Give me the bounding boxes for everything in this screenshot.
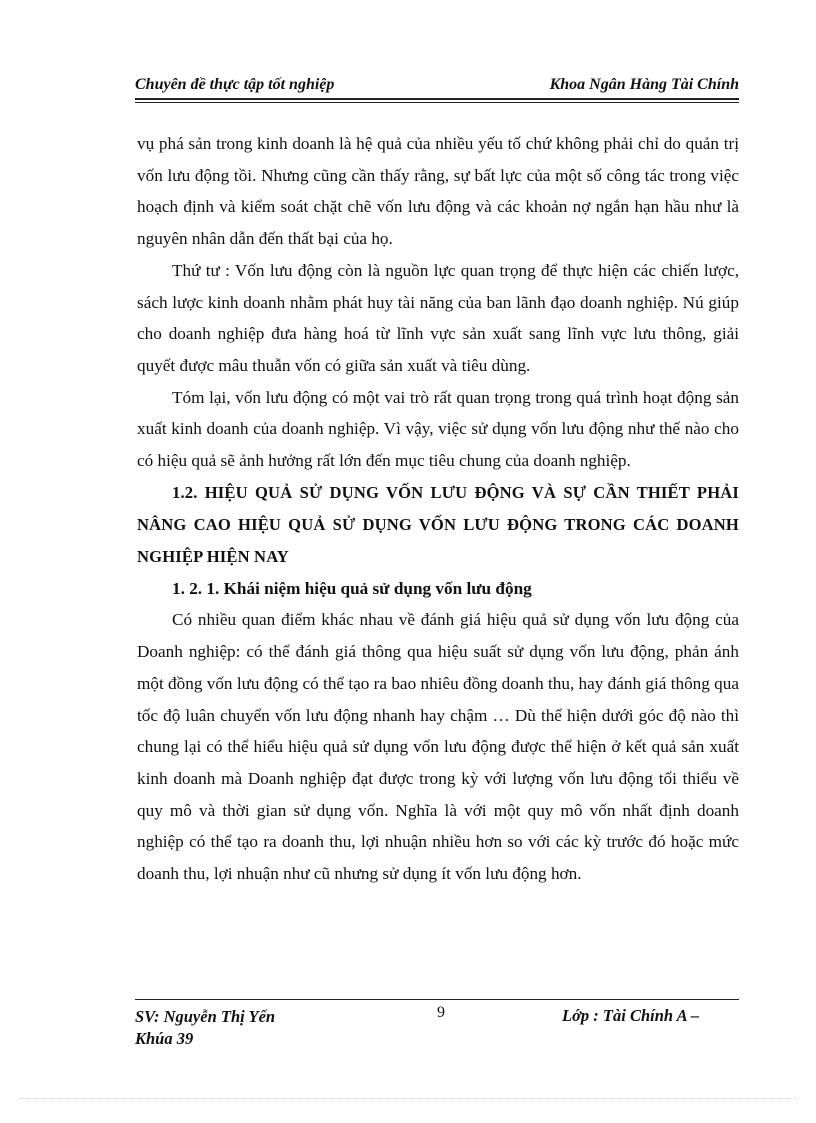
footer-rule <box>135 999 739 1000</box>
header-rule-thick <box>135 98 739 100</box>
page-header <box>135 76 739 94</box>
header-title-left: Chuyên đề thực tập tốt nghiệp <box>135 76 335 93</box>
footer-student <box>135 1006 335 1050</box>
paragraph-fourth-point: Thứ tư : Vốn lưu động còn là nguồn lực quan trọng để thực hiện các chiến lược, sách lược kinh doanh nhằm phát huy tài năng của ban lãnh đạo doanh nghiệp. Nú giúp cho doanh nghiệp đưa hàng hoá từ lĩnh vực sản xuất sang lĩnh vực lưu thông, giải quyết được mâu thuẫn vốn có giữa sản xuất và tiêu dùng. <box>137 260 739 375</box>
page-bottom-divider <box>20 1098 796 1099</box>
document-body <box>137 128 739 890</box>
footer-class: Lớp : Tài Chính A – <box>562 1006 700 1025</box>
header-title-right: Khoa Ngân Hàng Tài Chính <box>549 76 739 93</box>
footer-student-name: SV: Nguyễn Thị Yến <box>135 1007 276 1026</box>
page-number: 9 <box>437 1004 445 1021</box>
footer-student-cohort: Khúa 39 <box>135 1029 194 1048</box>
section-heading: 1.2. HIỆU QUẢ SỬ DỤNG VỐN LƯU ĐỘNG VÀ SỰ CẦN THIẾT PHẢI NÂNG CAO HIỆU QUẢ SỬ DỤNG VỐN LƯU ĐỘNG TRONG CÁC DOANH NGHIỆP HIỆN NAY <box>137 482 739 566</box>
subsection-heading: 1. 2. 1. Khái niệm hiệu quả sử dụng vốn lưu động <box>172 578 532 598</box>
paragraph-definition: Có nhiều quan điểm khác nhau về đánh giá hiệu quả sử dụng vốn lưu động của Doanh nghiệp: có thể đánh giá thông qua hiệu suất sử dụng vốn lưu động, phản ánh một đồng vốn lưu động có thể tạo ra bao nhiêu đồng doanh thu, hay đánh giá thông qua tốc độ luân chuyển vốn lưu động nhanh hay chậm … Dù thể hiện dưới góc độ nào thì chung lại có thể hiểu hiệu quả sử dụng vốn lưu động được thể hiện ở kết quả sản xuất kinh doanh mà Doanh nghiệp đạt được trong kỳ với lượng vốn lưu động tối thiểu về quy mô và thời gian sử dụng vốn. Nghĩa là với một quy mô vốn nhất định doanh nghiệp có thể tạo ra doanh thu, lợi nhuận nhiều hơn so với các kỳ trước đó hoặc mức doanh thu, lợi nhuận như cũ nhưng sử dụng ít vốn lưu động hơn. <box>137 610 739 884</box>
header-rule-thin <box>135 102 739 103</box>
paragraph-continuation: vụ phá sản trong kinh doanh là hệ quả của nhiều yếu tố chứ không phải chỉ do quản trị vốn lưu động tồi. Nhưng cũng cần thấy rằng, sự bất lực của một số công tác trong việc hoạch định và kiểm soát chặt chẽ vốn lưu động và các khoản nợ ngắn hạn hầu như là nguyên nhân dẫn đến thất bại của họ. <box>137 134 739 249</box>
paragraph-summary: Tóm lại, vốn lưu động có một vai trò rất quan trọng trong quá trình hoạt động sản xuất kinh doanh của doanh nghiệp. Vì vậy, việc sử dụng vốn lưu động như thế nào cho có hiệu quả sẽ ảnh hưởng rất lớn đến mục tiêu chung của doanh nghiệp. <box>137 387 739 471</box>
